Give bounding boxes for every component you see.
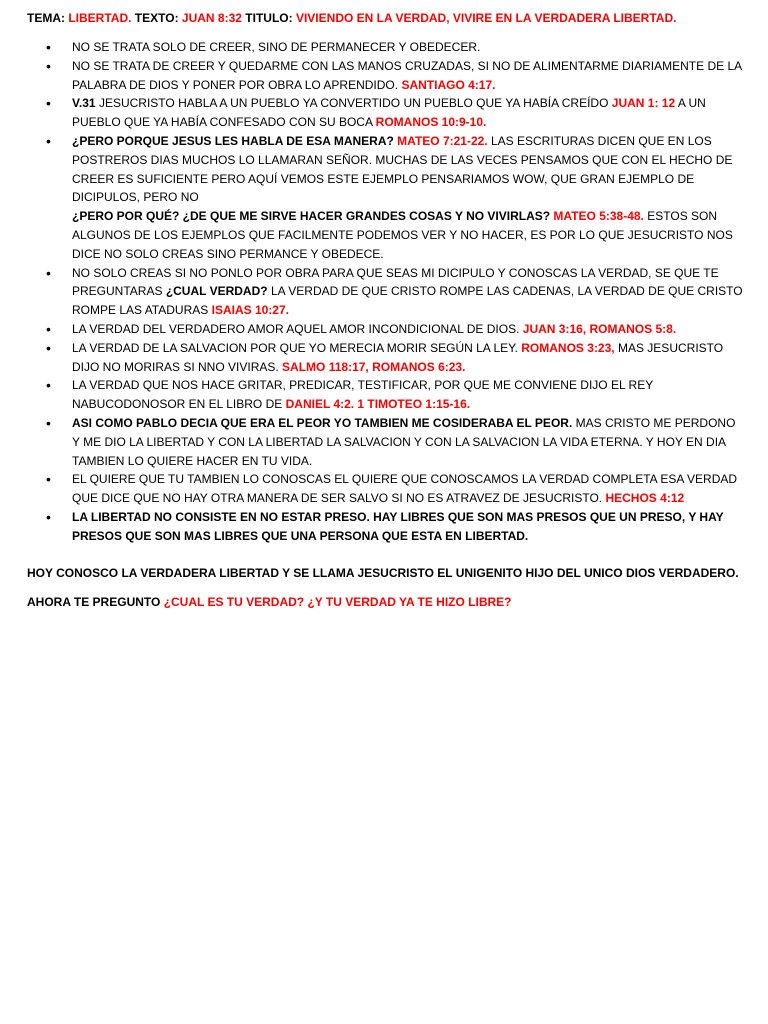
item-text: EL QUIERE QUE TU TAMBIEN LO CONOSCAS EL QUIERE QUE CONOSCAMOS LA VERDAD COMPLETA ESA VERDAD QUE DICE QUE NO HAY OTRA MANERA DE SER SALVO SI NO ES ATRAVEZ DE JESUCRISTO.: [72, 472, 738, 506]
item-text: LA VERDAD DEL VERDADERO AMOR AQUEL AMOR INCONDICIONAL DE DIOS.: [72, 321, 520, 336]
tema-value: LIBERTAD.: [68, 11, 132, 25]
list-item: [0, 264, 768, 320]
closing-statement: HOY CONOSCO LA VERDADERA LIBERTAD Y SE LLAMA JESUCRISTO EL UNIGENITO HIJO DEL UNICO DIOS VERDADERO.: [27, 566, 739, 580]
item-text: JESUCRISTO HABLA A UN PUEBLO YA CONVERTIDO UN PUEBLO QUE YA HABÍA CREÍDO: [98, 96, 609, 111]
scripture-reference: DANIEL 4:2. 1 TIMOTEO 1:15-16.: [285, 397, 471, 412]
closing-question-text: ¿CUAL ES TU VERDAD? ¿Y TU VERDAD YA TE HIZO LIBRE?: [163, 595, 512, 609]
texto-label: TEXTO:: [134, 11, 179, 25]
item-text: NO SE TRATA SOLO DE CREER, SINO DE PERMANECER Y OBEDECER.: [72, 40, 481, 54]
item-question: ¿CUAL VERDAD?: [165, 284, 268, 299]
list-item: [0, 94, 768, 132]
scripture-reference: MATEO 5:38-48.: [553, 209, 644, 224]
texto-value: JUAN 8:32: [181, 11, 242, 25]
list-item: [0, 38, 768, 57]
list-item: [0, 132, 768, 264]
scripture-reference: JUAN 3:16, ROMANOS 5:8.: [522, 321, 677, 336]
item-emphasis: LA LIBERTAD NO CONSISTE EN NO ESTAR PRESO. HAY LIBRES QUE SON MAS PRESOS QUE UN PRESO, Y HAY PRESOS QUE SON MAS LIBRES QUE UNA PERSONA QUE ESTA EN LIBERTAD.: [72, 509, 724, 543]
scripture-reference: SANTIAGO 4:17.: [401, 77, 496, 92]
list-item: [0, 414, 768, 470]
list-item: [0, 508, 768, 546]
closing-question: [27, 595, 512, 609]
scripture-reference: ROMANOS 10:9-10.: [375, 115, 487, 130]
closing-question-prefix: AHORA TE PREGUNTO: [27, 595, 161, 609]
item-question: ¿PERO POR QUÉ? ¿DE QUE ME SIRVE HACER GRANDES COSAS Y NO VIVIRLAS?: [72, 209, 551, 224]
list-item: [0, 470, 768, 508]
item-text: A UN PUEBLO QUE YA HABÍA CONFESADO CON SU BOCA: [72, 96, 706, 130]
tema-label: TEMA:: [27, 11, 65, 25]
list-item: [0, 376, 768, 414]
scripture-reference: JUAN 1: 12: [611, 96, 676, 111]
titulo-value: VIVIENDO EN LA VERDAD, VIVIRE EN LA VERDADERA LIBERTAD.: [295, 11, 677, 25]
item-text: LA VERDAD DE QUE CRISTO ROMPE LAS CADENAS, LA VERDAD DE QUE CRISTO ROMPE LAS ATADURAS: [72, 284, 743, 318]
item-text: LAS ESCRITURAS DICEN QUE EN LOS POSTREROS DIAS MUCHOS LO LLAMARAN SEÑOR. MUCHAS DE LAS VECES PENSAMOS QUE CON EL HECHO DE CREER ES SUFICIENTE PERO AQUÍ VEMOS ESTE EJEMPLO PENSARIAMOS WOW, QUE GRAN EJEMPLO DE DICIPULOS, PERO NO: [72, 133, 733, 205]
item-text: LA VERDAD QUE NOS HACE GRITAR, PREDICAR, TESTIFICAR, POR QUE ME CONVIENE DIJO EL REY NABUCODONOSOR EN EL LIBRO DE: [72, 378, 653, 412]
list-item: [0, 339, 768, 377]
item-emphasis: ASI COMO PABLO DECIA QUE ERA EL PEOR YO TAMBIEN ME COSIDERABA EL PEOR.: [72, 415, 573, 430]
list-item: [0, 57, 768, 95]
item-text: ESTOS SON ALGUNOS DE LOS EJEMPLOS QUE FACILMENTE PODEMOS VER Y NO HACER, ES POR LO QUE JESUCRISTO NOS DICE NO SOLO CREAS SINO PERMANCE Y OBEDECE.: [72, 209, 733, 261]
item-text: LA VERDAD DE LA SALVACION POR QUE YO MERECIA MORIR SEGÚN LA LEY.: [72, 340, 518, 355]
scripture-reference: ROMANOS 3:23,: [521, 340, 615, 355]
scripture-reference: MATEO 7:21-22.: [397, 133, 488, 148]
item-text: MAS JESUCRISTO DIJO NO MORIRAS SI NNO VIVIRAS.: [72, 340, 724, 374]
sermon-header: [27, 11, 676, 25]
titulo-label: TITULO:: [245, 11, 293, 25]
scripture-reference: ISAIAS 10:27.: [211, 303, 289, 318]
scripture-reference: SALMO 118:17, ROMANOS 6:23.: [282, 359, 466, 374]
scripture-reference: HECHOS 4:12: [605, 491, 685, 506]
verse-label: V.31: [72, 96, 96, 111]
item-question: ¿PERO PORQUE JESUS LES HABLA DE ESA MANERA?: [72, 133, 394, 148]
item-text: MAS CRISTO ME PERDONO Y ME DIO LA LIBERTAD Y CON LA LIBERTAD LA SALVACION Y CON LA SALVACION LA VIDA ETERNA. Y HOY EN DIA TAMBIEN LO QUIERE HACER EN TU VIDA.: [72, 415, 736, 468]
list-item: [0, 320, 768, 339]
item-text: NO SE TRATA DE CREER Y QUEDARME CON LAS MANOS CRUZADAS, SI NO DE ALIMENTARME DIARIAMENTE DE LA PALABRA DE DIOS Y PONER POR OBRA LO APRENDIDO.: [72, 58, 742, 92]
bullet-list: [0, 38, 768, 546]
item-text: NO SOLO CREAS SI NO PONLO POR OBRA PARA QUE SEAS MI DICIPULO Y CONOSCAS LA VERDAD, SE QUE TE PREGUNTARAS: [72, 265, 719, 299]
